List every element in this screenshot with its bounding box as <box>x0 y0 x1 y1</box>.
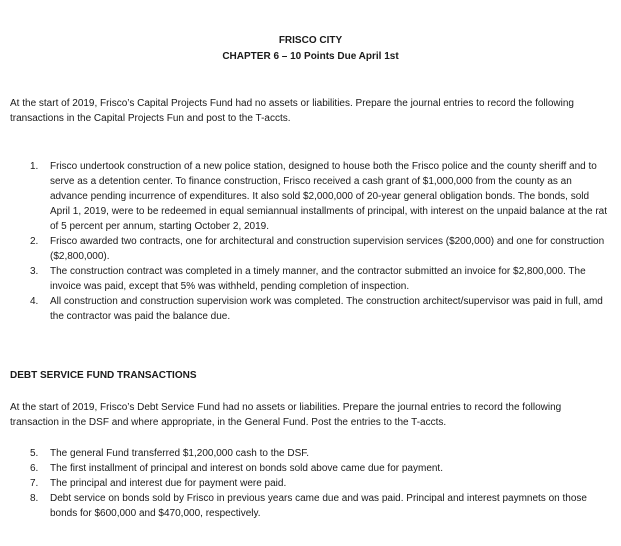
list-item-text: Frisco awarded two contracts, one for architectural and construction supervision services ($200,000) and one for construction ($2,800,000). <box>50 236 605 262</box>
list-item-text: The principal and interest due for payment were paid. <box>50 478 287 489</box>
list-item <box>0 234 621 264</box>
debt-service-intro: At the start of 2019, Frisco’s Debt Service Fund had no assets or liabilities. Prepare the journal entries to record the following transaction in the DSF and where appropriate, in the General Fund. Post the entries to the T-accts. <box>10 402 562 428</box>
list-item <box>0 461 621 476</box>
list-item-number: 6. <box>30 463 39 474</box>
list-item-text: The first installment of principal and interest on bonds sold above came due for payment. <box>50 463 443 474</box>
list-item-number: 3. <box>30 266 39 277</box>
document-subtitle: CHAPTER 6 – 10 Points Due April 1st <box>222 51 399 62</box>
list-item-text: Debt service on bonds sold by Frisco in previous years came due and was paid. Principal and interest paymnets on those bonds for $600,000 and $470,000, respectively. <box>50 493 587 519</box>
list-item-number: 1. <box>30 161 39 172</box>
list-item <box>0 491 621 521</box>
list-item-number: 4. <box>30 296 39 307</box>
list-item <box>0 294 621 324</box>
document-title: FRISCO CITY <box>278 35 343 46</box>
list-item <box>0 446 621 461</box>
list-item <box>0 264 621 294</box>
list-item-text: Frisco undertook construction of a new police station, designed to house both the Frisco police and the county sheriff and to serve as a detention center. To finance construction, Frisco received a cash grant of $1,000,000 from the county as an advance pending incurrence of expenditures. It also sold $2,000,000 of 20-year general obligation bonds. The bonds, sold April 1, 2019, were to be redeemed in equal semiannual installments of principal, with interest on the unpaid balance at the rat of 5 percent per annum, starting October 2, 2019. <box>50 161 608 232</box>
debt-service-list <box>0 446 621 521</box>
capital-projects-list <box>0 159 621 324</box>
list-item-text: All construction and construction supervision work was completed. The construction architect/supervisor was paid in full, amd the contractor was paid the balance due. <box>50 296 603 322</box>
list-item-text: The general Fund transferred $1,200,000 cash to the DSF. <box>50 448 310 459</box>
capital-projects-intro: At the start of 2019, Frisco’s Capital Projects Fund had no assets or liabilities. Prepare the journal entries to record the following transactions in the Capital Projects Fun and post to the T-accts. <box>10 98 574 124</box>
list-item <box>0 159 621 234</box>
debt-service-heading: DEBT SERVICE FUND TRANSACTIONS <box>10 370 197 381</box>
list-item-number: 8. <box>30 493 39 504</box>
list-item-number: 7. <box>30 478 39 489</box>
list-item <box>0 476 621 491</box>
list-item-number: 5. <box>30 448 39 459</box>
list-item-number: 2. <box>30 236 39 247</box>
list-item-text: The construction contract was completed in a timely manner, and the contractor submitted an invoice for $2,800,000. The invoice was paid, except that 5% was withheld, pending completion of inspection. <box>50 266 586 292</box>
